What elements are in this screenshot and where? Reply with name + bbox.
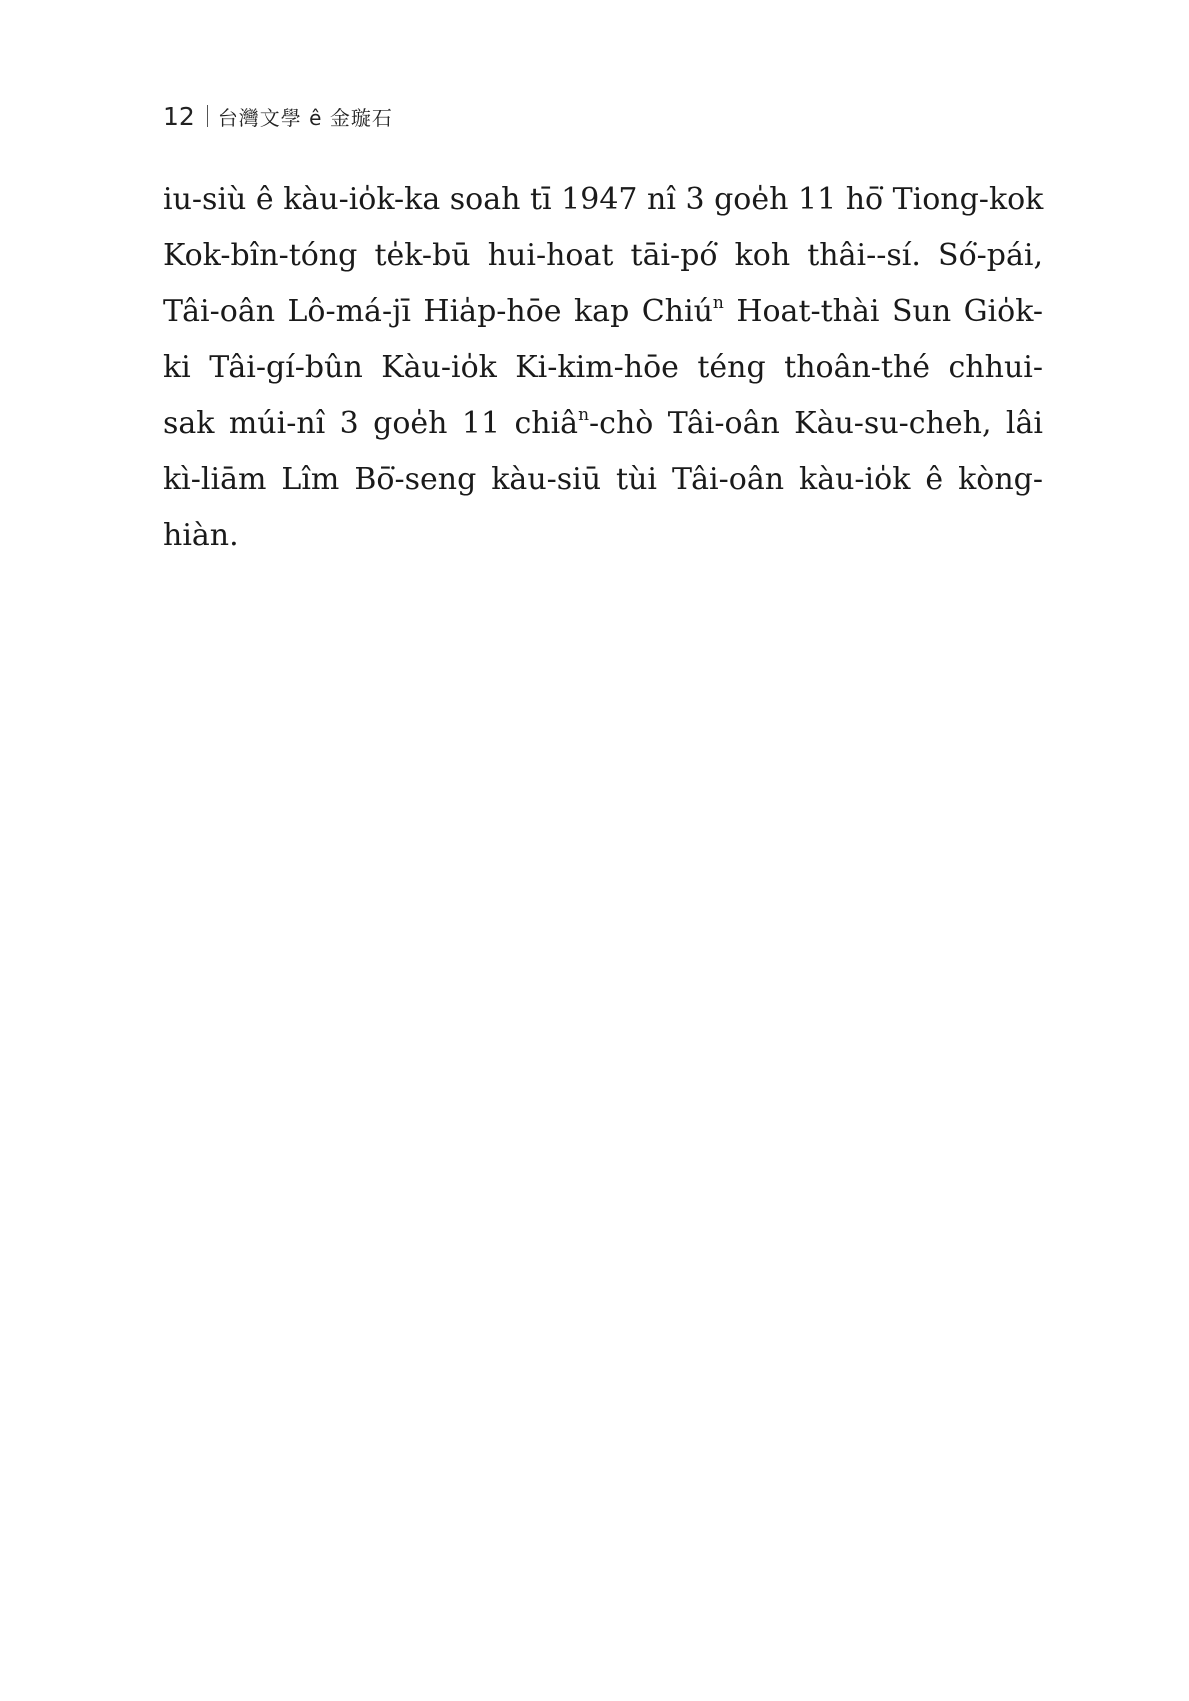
paragraph-line-1: iu-siù ê kàu-io̍k-ka soah tī 1947 nî 3 goe̍h 11 hō͘ Tiong-kok (163, 182, 1044, 217)
header-divider (207, 105, 208, 127)
line-5-end: -chò Tâi-oân Kàu-su-cheh, lâi (589, 406, 1043, 441)
paragraph-line-6: kì-liām Lîm Bō͘-seng kàu-siū tùi Tâi-oân kàu-io̍k ê kòng- (163, 462, 1043, 497)
line-5-start: sak múi-nî 3 goe̍h 11 chiâ (163, 406, 579, 441)
nasal-superscript: n (578, 405, 590, 425)
body-paragraph (163, 172, 1043, 564)
paragraph-line-2: Kok-bîn-tóng te̍k-bū hui-hoat tāi-pó͘ koh thâi--sí. Só͘-pái, (163, 238, 1043, 273)
paragraph-line-4: ki Tâi-gí-bûn Kàu-io̍k Ki-kim-hōe téng thoân-thé chhui- (163, 350, 1043, 385)
running-head (163, 98, 393, 134)
line-3-start: Tâi-oân Lô-má-jī Hia̍p-hōe kap Chiú (163, 294, 713, 329)
paragraph-line-3 (163, 284, 1043, 340)
paragraph-line-5 (163, 396, 1043, 452)
nasal-superscript: n (712, 293, 724, 313)
paragraph-line-7: hiàn. (163, 518, 239, 553)
book-title: 台灣文學 ê 金璇石 (217, 105, 393, 130)
line-3-end: Hoat-thài Sun Gio̍k- (723, 294, 1043, 329)
page-number: 12 (163, 101, 195, 131)
